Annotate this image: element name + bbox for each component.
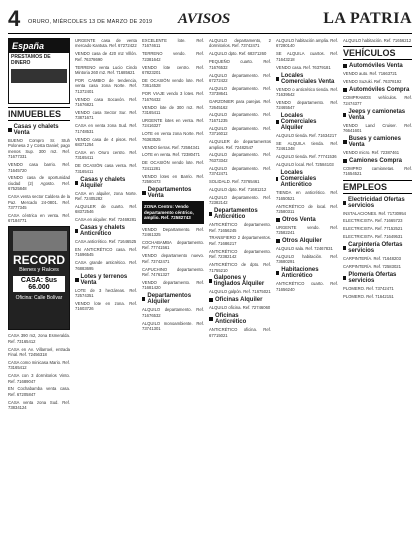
- list-item: VENDO casa de 4 pisos. Ref. 68371254: [75, 136, 137, 147]
- list-item: CASA grande anticrético. Ref. 76883695: [75, 260, 137, 271]
- list-item: POR VIAJE vendo 3 lotes. Ref. 71676432: [142, 91, 204, 102]
- list-item: CASA en Oruro centro. Ref. 73165411: [75, 149, 137, 161]
- inmuebles-heading: INMUEBLES: [8, 107, 70, 121]
- square-icon: [8, 128, 12, 132]
- subheading: Lotes y terrenos Venta: [75, 274, 137, 286]
- square-icon: [276, 77, 279, 81]
- square-icon: [276, 177, 278, 181]
- list-item: ALQUILO departamento. Ref. 73738641: [209, 85, 271, 97]
- square-icon: [276, 239, 280, 243]
- square-icon: [75, 181, 78, 185]
- ad-spana: [8, 38, 70, 104]
- section-title: AVISOS: [178, 11, 231, 27]
- list-item: LOTE en venta. Ref. 72380471: [142, 152, 200, 158]
- square-icon: [343, 276, 346, 280]
- list-item: CASA céntrica en venta. Ref. 67184771: [8, 212, 70, 224]
- list-item: SE ALQUILA tienda. Ref. 72461348: [276, 141, 338, 152]
- square-icon: [343, 246, 346, 250]
- list-item: CASA en alquiler. Ref. 72469281: [75, 217, 137, 223]
- square-icon: [343, 64, 347, 68]
- list-item: PLOMERO. Ref. 73742471: [343, 286, 394, 291]
- subheading: Camiones Compra: [343, 158, 412, 164]
- list-item: URGENTE lotes en venta. Ref. 72416327: [142, 117, 204, 129]
- square-icon: [343, 88, 347, 92]
- list-item: ALQUILO departamento. Ref. 72382142: [209, 194, 271, 206]
- subheading: Locales Comerciales Anticrético: [276, 170, 338, 188]
- ad-record-title: RECORD: [12, 253, 65, 268]
- square-icon: [209, 212, 212, 216]
- list-item: SOLIDALD. Ref. 73765461: [209, 179, 260, 185]
- subheading: Casas y chalets Anticrético: [75, 225, 137, 237]
- square-icon: [276, 271, 279, 275]
- list-item: VENDO casa barrio. Ref. 71645720: [8, 162, 70, 173]
- list-item: PLOMERO. Ref. 71642151: [343, 293, 394, 299]
- ad-spana-line: PRESTAMOS DE DINERO: [11, 54, 51, 66]
- list-item: VENDO Suzuki. Ref. 76378192: [343, 79, 402, 85]
- list-item: ALQUILO departamento. Ref. 73716012: [209, 125, 271, 137]
- list-item: VENDO lote en zona. Ref. 71603726: [75, 300, 137, 312]
- list-item: ALQUILO monoambiente. Ref. 73741301: [142, 320, 204, 331]
- subheading: Oficinas Anticrético: [209, 313, 271, 325]
- list-item: ALQUILO departamento, 2 dormitorios. Ref. 73742471: [209, 38, 271, 49]
- subheading: Carpintería Ofertas servicios: [343, 242, 412, 254]
- list-item: VENDO casa de 420 m2 Villón. Ref. 76378690: [75, 51, 137, 62]
- ad-spana-image: [11, 69, 67, 83]
- square-icon: [343, 113, 346, 117]
- list-item: ALQUILO habitación. Ref. 71656212: [343, 38, 412, 43]
- list-item: CASA con 3 dormitorios Vinto. Ref. 71689047: [8, 373, 70, 384]
- list-item: CAPUCHINO departamento. Ref. 74761327: [142, 266, 204, 278]
- page-number: 4: [8, 6, 21, 31]
- list-item: CARPINTERÍA. Ref. 71648203: [343, 256, 401, 262]
- list-item: ALQUILO departamento. Ref. 71671235: [209, 112, 271, 123]
- list-item: DE OCASIÓN casa venta. Ref. 73165411: [75, 163, 137, 174]
- column-5: [276, 38, 338, 538]
- list-item: ANTICRÉTICO cuarto. Ref. 71656240: [276, 281, 338, 292]
- list-item: ANTICRÉTICO departamento. Ref. 71656245: [209, 222, 271, 233]
- square-icon: [209, 317, 213, 321]
- list-item: ELECTRICISTA. Ref. 71665723: [343, 218, 403, 224]
- square-icon: [209, 298, 213, 302]
- column-2: [75, 38, 137, 538]
- list-item: URGENTE vendo. Ref. 72582241: [276, 224, 338, 236]
- column-3: [142, 38, 204, 538]
- ad-record-sub: Bienes y Raíces: [19, 267, 59, 274]
- ad-record: [8, 226, 70, 330]
- date-line: ORURO, MIÉRCOLES 13 DE MARZO DE 2019: [28, 19, 153, 25]
- list-item: ALQUILO oficina. Ref. 72746060: [209, 305, 271, 311]
- list-item: EN Cochabamba venta casa. Ref. 67205847: [8, 386, 70, 397]
- list-item: VENDO micro. Ref. 72387461: [343, 149, 400, 155]
- list-item: VENDO departamento nuevo. Ref. 73742471: [142, 253, 204, 264]
- square-icon: [209, 279, 212, 283]
- subheading: Locales Comerciales Venta: [276, 73, 338, 85]
- list-item: VENDO casa. Ref. 76379181: [276, 64, 331, 70]
- subheading: Buses y camiones Venta: [343, 136, 412, 148]
- subheading: Jeeps y camionetas Venta: [343, 109, 412, 121]
- subheading: Oficinas Alquiler: [209, 297, 271, 303]
- list-item: ALQUILO sala. Ref. 72467831: [276, 246, 333, 252]
- square-icon: [142, 297, 145, 301]
- list-item: VENDO lotes en Barrio. Ref. 72580473: [142, 173, 204, 185]
- list-item: COMPRO camionetas. Ref. 71654521: [343, 165, 412, 177]
- list-item: CASA en alquiler, zona Norte. Ref. 72405282: [75, 190, 137, 201]
- list-item: TRANSFIERO 2 departamentos. Ref. 71686217: [209, 235, 271, 246]
- list-item: ELECTRICISTA. Ref. 71649531: [343, 234, 403, 240]
- list-item: EXCELENTE lote. Ref. 71674611: [142, 38, 204, 49]
- subheading: Plomería Ofertas servicios: [343, 272, 412, 284]
- list-item: ALQUILO habitación amplia. Ref. 67280140: [276, 38, 338, 49]
- list-item: ALQUILO departamento. Ref. 73742471: [209, 165, 271, 177]
- list-item: ANTICRÉTICO departamento. Ref. 72382142: [209, 248, 271, 260]
- subheading: Habitaciones Anticrético: [276, 267, 338, 279]
- list-item: POR CAMBIO de tendencia, venta casa zona Norte. Ref. 71372401: [75, 77, 137, 94]
- subheading: Departamentos Anticrético: [209, 208, 271, 220]
- newspaper-brand: LA PATRIA: [323, 10, 412, 27]
- list-item: VENDO o anticrético tienda. Ref. 71639542: [276, 86, 338, 97]
- list-item: ALQUILO dpto. Ref. 71681212: [209, 186, 267, 192]
- square-icon: [343, 201, 346, 205]
- list-item: ALQUILO tienda. Ref. 77741536: [276, 154, 337, 160]
- list-item: ALQUILO departamento. Ref. 71676532: [142, 307, 204, 318]
- list-item: INSTALACIONES. Ref. 71730954: [343, 210, 406, 216]
- list-item: VENDO Land Cruiser. Ref. 76641601: [343, 122, 412, 133]
- subheading: Automóviles Venta: [343, 63, 412, 69]
- list-item: ALQUILO tienda. Ref. 71634217: [276, 133, 337, 139]
- list-item: VENDO casa de oportunidad ciudad (2) Agosto. Ref. 67525848: [8, 175, 70, 192]
- list-item: CASA 390 m2, zona Esmeralda. Ref. 73165412: [8, 333, 70, 344]
- list-item: CASA venta zona Sud. Ref. 73834124: [8, 399, 70, 411]
- list-item: ALQUILO local. Ref. 72584103: [276, 162, 334, 168]
- list-item: COMPRAMOS vehículos. Ref. 72474377: [343, 95, 412, 106]
- list-item: ALQUILER de departamentos amplios. Ref. 72482547: [209, 139, 271, 150]
- list-item: ALQUILO galpón. Ref. 71675021: [209, 289, 271, 295]
- square-icon: [276, 120, 279, 124]
- column-6: [343, 38, 412, 538]
- empleos-heading: EMPLEOS: [343, 180, 412, 194]
- list-item: EN ANTICRÉTICO casa. Ref. 71696545: [75, 246, 137, 258]
- list-item: VENDO lote centro. Ref. 67823201: [142, 64, 204, 76]
- list-item: ANTICRÉTICO de dpto. Ref. 71755210: [209, 262, 271, 273]
- list-item: CASA como minicasa Mario. Ref. 73165412: [8, 359, 70, 371]
- subheading: Otros Alquiler: [276, 238, 338, 244]
- square-icon: [75, 278, 79, 282]
- list-item: ALQUILO habitación. Ref. 73680291: [276, 254, 338, 265]
- column-1: [8, 38, 70, 538]
- square-icon: [276, 218, 280, 222]
- list-item: ANTICRÉTICO de local. Ref. 72580311: [276, 203, 338, 214]
- subheading: Automóviles Compra: [343, 87, 412, 93]
- subheading: Departamentos Venta: [142, 187, 204, 199]
- subheading: Otros Venta: [276, 217, 338, 223]
- square-icon: [142, 191, 146, 195]
- list-item: DE OCASIÓN vendo lote. Ref. 73614528: [142, 77, 204, 89]
- list-item: CASA en Av. Villarroel, entrada Final. Ref. 72456318: [8, 346, 70, 357]
- list-item: ALQUILO departamento. Ref. 67272422: [209, 72, 271, 83]
- list-item: PEQUEÑO cuarto. Ref. 71676532: [209, 59, 271, 70]
- list-item: ALQUILER de cuarto. Ref. 68372546: [75, 203, 137, 215]
- subheading: Electricidad Ofertas servicios: [343, 197, 412, 209]
- highlighted-ad: ZONA Centro: Vendo departamento céntrico, amplio. Ref. 72582743: [142, 201, 204, 224]
- ad-record-foot: Oficina: Calle Bolívar: [15, 295, 63, 302]
- square-icon: [343, 159, 347, 163]
- ad-spana-logo: España: [9, 39, 69, 53]
- list-item: GARZONIER para parejas. Ref. 72645162: [209, 99, 271, 110]
- list-item: TIENDA en anticrético. Ref. 71650521: [276, 190, 338, 201]
- list-item: ALQUILO dpto. Ref. 68371260: [209, 51, 267, 57]
- list-item: VENDO Departamento. Ref. 72461325: [142, 226, 204, 238]
- square-icon: [343, 140, 347, 144]
- list-item: LOTE de 3 hectáreas. Ref. 72574351: [75, 287, 137, 298]
- list-item: VENDO departamento. Ref. 72465547: [276, 99, 338, 111]
- vehiculos-heading: VEHÍCULOS: [343, 46, 412, 60]
- list-item: VENDO casa Sector Sur. Ref. 73871671: [75, 109, 137, 121]
- list-item: VENDO lote de 300 m2. Ref. 73165411: [142, 104, 204, 115]
- list-item: VENDO casa Socavón. Ref. 71676821: [75, 96, 137, 108]
- list-item: VENDO tierras. Ref. 72584341: [142, 144, 200, 150]
- list-item: TERRENO venta Lucio Cindo Mintoria 260 m2. Ref. 71685621: [75, 64, 137, 76]
- list-item: DE OCASIÓN vendo lote. Ref. 72411281: [142, 160, 204, 171]
- subheading: Departamentos Alquiler: [142, 293, 204, 305]
- list-item: VENDO departamento. Ref. 71681420: [142, 279, 204, 291]
- list-item: URGENTE casa de venta mercado Kantuta. Ref. 67272422: [75, 38, 137, 49]
- page-header: [8, 8, 412, 34]
- list-item: CARPINTERÍA. Ref. 72583021: [343, 264, 401, 270]
- ad-record-price: CASA: $us 66.000: [13, 276, 65, 292]
- square-icon: [75, 229, 78, 233]
- list-item: BUENO Compro Sr. Stuh Polonesa 2 y Costa Daniel; pago menos Sup. 300 m2. Ref. 71677331: [8, 138, 70, 160]
- list-item: ALQUILO departamento. Ref. 76373342: [209, 152, 271, 163]
- list-item: SE ALQUILA cuartos. Ref. 71643218: [276, 51, 338, 62]
- list-item: COCHABAMBA departamento. Ref. 77741561: [142, 240, 204, 251]
- subheading: Galpones y tinglados Alquiler: [209, 275, 271, 287]
- list-item: CASA anticrético. Ref. 71646525: [75, 239, 137, 245]
- list-item: VENDO auto. Ref. 71663721: [343, 71, 398, 77]
- ad-record-image: [13, 231, 67, 251]
- list-item: ELECTRICISTA. Ref. 77152521: [343, 226, 403, 232]
- list-item: LOTE en venta zona Norte. Ref. 76363525: [142, 131, 204, 142]
- subheading: Casas y chalets Alquiler: [75, 177, 137, 189]
- list-item: ANTICRÉTICO oficina. Ref. 67715021: [209, 327, 271, 338]
- subheading: Casas y chalets Venta: [8, 124, 70, 136]
- list-item: CASA en venta zona Sud. Ref. 71748531: [75, 123, 137, 134]
- list-item: TERRENO vendo. Ref. 72381642: [142, 51, 204, 62]
- subheading: Locales Comerciales Alquiler: [276, 113, 338, 131]
- list-item: CASA venta sector Caldera de la Paz. Mercado 24-0801. Ref. 73777345: [8, 194, 70, 210]
- column-4: [209, 38, 271, 538]
